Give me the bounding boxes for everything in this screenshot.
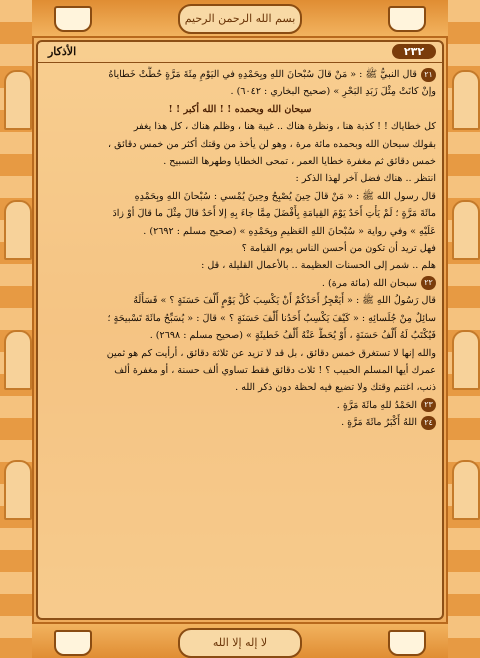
arch-ornament-icon [4,70,32,130]
line-text: مائَةَ مَرَّةٍ ؛ لَمْ يَأْتِ أَحَدٌ يَوْمَ القِيامَةِ بِأَفْضَلَ مِمَّا جاءَ بِهِ إلا أَحَدٌ قالَ مِثْلَ ما قالَ أوْ زادَ [112,208,436,220]
line-text: سبحان الله وبحمده ! ! الله أكبر ! ! [168,103,312,115]
item-number-badge: ٢٤ [421,416,436,430]
arch-ornament-icon [452,70,480,130]
line-text: كل خطاياك ! ! كذبة هنا ، ونظرة هناك .. غيبة هنا ، وظلم هناك ، كل هذا يغفر [133,121,436,133]
line-text: ذنب، اغتنم وقتك ولا تضيع فيه لحظة دون ذكر الله . [235,382,436,394]
line-text: اللهُ أَكْبَرُ مائَةَ مَرَّةٍ . [341,417,417,429]
text-body [44,66,436,614]
text-line [44,205,436,222]
line-text: بقولك سبحان الله وبحمده مائة مرة ، وهو لن يأخذ من وقتك أكثر من خمس دقائق ، [107,138,436,150]
arch-ornament-icon [452,200,480,260]
line-text: انتظر .. هناك فضل آخر لهذا الذكر : [295,173,436,185]
line-text: فَيُكْتَبُ لَهُ أَلْفُ حَسَنَةٍ ، أَوْ يُحَطُّ عَنْهُ أَلْفُ خَطيئَةٍ » (صحيح مسلم : ٢٦٩٨) . [149,330,436,342]
item-number-badge: ٢٣ [421,398,436,412]
line-text: قال رسول الله ﷺ : « مَنْ قالَ حِينَ يُصْبِحُ وحِينَ يُمْسي : سُبْحانَ اللهِ وبِحَمْدِهِ [134,190,436,202]
item-number-badge: ٢٢ [421,276,436,290]
text-line [44,275,436,292]
line-text: سبحان الله (مائة مرة) . [321,277,417,289]
line-text: خمس دقائق ثم مغفرة خطايا العمر ، تمحى الخطايا وطهرها التسبيح . [163,156,436,168]
line-text: وإنْ كانَتْ مِثْلَ زَبَدِ البَحْرِ » (صحيح البخاري : ٦٠٤٢) . [230,86,436,98]
text-line [44,136,436,153]
line-text: سائِلٌ مِنْ جُلَسائِهِ : « كَيْفَ يَكْسِبُ أَحَدُنا أَلْفَ حَسَنَةٍ ؟ » قالَ : « يُسَبِّحُ مائَةَ تَسْبيحَةٍ ؛ [107,312,436,324]
text-line [44,101,436,118]
content-panel [36,40,444,620]
text-line [44,379,436,396]
text-line [44,188,436,205]
text-line [44,414,436,431]
open-book-icon [54,630,92,656]
arch-ornament-icon [4,200,32,260]
text-line [44,170,436,187]
arch-ornament-icon [452,330,480,390]
right-decorative-border [446,0,480,658]
line-text: عمرك أيها المسلم الحبيب ؟ ! ثلاث دقائق فقط تساوي ألف حسنة ، أو مغفرة ألف [114,364,436,376]
text-line [44,118,436,135]
title-bar [38,42,442,63]
item-number-badge: ٢١ [421,68,436,82]
left-decorative-border [0,0,34,658]
line-text: قال النبيُّ ﷺ : « مَنْ قالَ سُبْحانَ اللهِ وبِحَمْدِهِ في اليَوْمِ مِئَةَ مَرَّةٍ حُطَّتْ خَطاياهُ [108,69,417,80]
open-book-icon [54,6,92,32]
line-text: الحَمْدُ للهِ مائَةَ مَرَّةٍ . [336,399,417,411]
line-text: عَلَيْهِ » وفي رواية « سُبْحانَ اللهِ العَظيمِ وبِحَمْدِهِ » (صحيح مسلم : ٢٦٩٢) . [143,225,436,237]
line-text: فهل تريد أن تكون من أحسن الناس يوم القيامة ؟ [241,243,436,255]
text-line [44,310,436,327]
text-line [44,397,436,414]
text-line [44,327,436,344]
text-line [44,83,436,100]
page-number-badge: ٢٣٢ [392,44,436,59]
footer-banner [32,622,448,658]
line-text: قال رَسُولُ اللهِ ﷺ : « أَيَعْجِزُ أَحَدُكُمْ أَنْ يَكْسِبَ كُلَّ يَوْمٍ أَلْفَ حَسَنَةٍ ؟ » فَسَأَلَهُ [133,295,436,307]
line-text: والله إنها لا تستغرق خمس دقائق ، بل قد لا تزيد عن ثلاثة دقائق ، أرأيت كم هو ثمين [106,347,436,359]
text-line [44,223,436,240]
text-line [44,362,436,379]
header-banner [32,0,448,38]
arch-ornament-icon [4,330,32,390]
text-line [44,153,436,170]
open-book-icon [388,6,426,32]
text-line [44,66,436,83]
text-line [44,240,436,257]
shahada-cartouche: لا إله إلا الله [178,628,302,658]
section-title: الأذكار [48,45,77,58]
text-line [44,345,436,362]
basmala-cartouche: بسم الله الرحمن الرحيم [178,4,302,34]
arch-ornament-icon [452,460,480,520]
text-line [44,292,436,309]
line-text: هلم .. شمر إلى الحسنات العظيمة .. بالأعمال القليلة ، قل : [201,260,436,272]
open-book-icon [388,630,426,656]
text-line [44,257,436,274]
arch-ornament-icon [4,460,32,520]
